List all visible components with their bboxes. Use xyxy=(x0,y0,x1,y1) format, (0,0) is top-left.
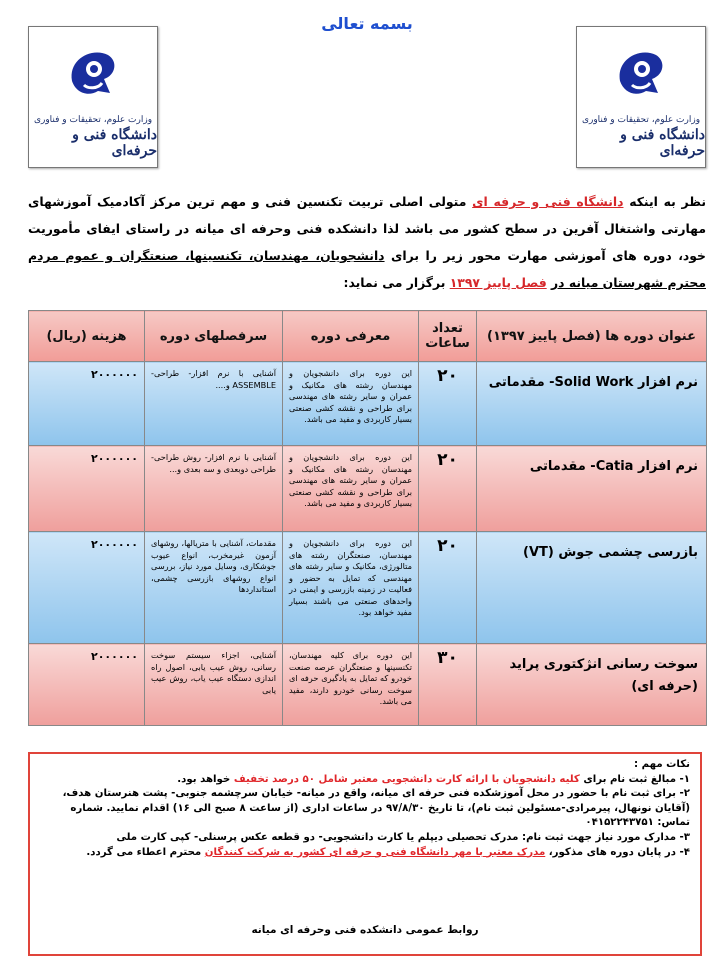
course-cost: ۲۰۰۰۰۰۰ xyxy=(29,362,145,446)
university-emblem-icon xyxy=(58,41,128,111)
course-hours: ۲۰ xyxy=(419,532,477,644)
header-hours: تعداد ساعات xyxy=(419,311,477,362)
header-cost: هزینه (ریال) xyxy=(29,311,145,362)
intro-paragraph xyxy=(28,188,706,296)
table-row xyxy=(29,362,707,446)
logo-university-text: دانشگاه فنی و حرفه‌ای xyxy=(620,127,705,159)
course-title: نرم افزار Solid Work- مقدماتی xyxy=(477,362,707,446)
course-cost: ۲۰۰۰۰۰۰ xyxy=(29,532,145,644)
course-topics: آشنایی با نرم افزار- طراحی- ASSEMBLE و.... xyxy=(145,362,283,446)
basmala: بسمه تعالی xyxy=(321,14,413,33)
intro-text-3: برگزار می نماید: xyxy=(343,275,450,290)
notes-heading: نکات مهم : xyxy=(633,759,690,770)
course-cost: ۲۰۰۰۰۰۰ xyxy=(29,446,145,532)
course-hours: ۲۰ xyxy=(419,446,477,532)
intro-audience: دانشجویان، مهندسان، تکنسینها، صنعتگران و عموم مردم محترم شهرستان میانه در xyxy=(28,248,706,290)
note-4 xyxy=(42,846,690,861)
course-description: این دوره برای کلیه مهندسان، تکنسینها و صنعتگران عرصه صنعت خودرو که تمایل به یادگیری حرفه ای سوخت رسانی خودرو دارند، مفید می باشد. xyxy=(283,644,419,726)
course-description: این دوره برای دانشجویان و مهندسان رشته های مکانیک و عمران و سایر رشته های مهندسی برای طراحی و نقشه کشی صنعتی بسیار کاربردی و مفید می باشد. xyxy=(283,446,419,532)
course-title: سوخت رسانی انژکتوری پراید (حرفه ای) xyxy=(477,644,707,726)
table-header-row xyxy=(29,311,707,362)
logo-ministry-text: وزارت علوم، تحقیقات و فناوری xyxy=(33,115,153,125)
intro-university: دانشگاه فنی و حرفه ای xyxy=(472,194,624,209)
logo-university-text: دانشگاه فنی و حرفه‌ای xyxy=(72,127,157,159)
course-cost: ۲۰۰۰۰۰۰ xyxy=(29,644,145,726)
university-emblem-icon xyxy=(606,41,676,111)
course-hours: ۳۰ xyxy=(419,644,477,726)
intro-text-1: نظر به اینکه xyxy=(623,194,706,209)
course-description: این دوره برای دانشجویان و مهندسان، صنعتگران رشته های متالورژی، مکانیک و سایر رشته های مهندسی که تمایل به حضور و فعالیت در زمینه بازرسی و ایمنی در واحدهای صنعتی می باشند بسیار مفید خواهد بود. xyxy=(283,532,419,644)
header-description: معرفی دوره xyxy=(283,311,419,362)
notes-box xyxy=(28,752,702,956)
header-topics: سرفصلهای دوره xyxy=(145,311,283,362)
note-1-highlight: کلیه دانشجویان با ارائه کارت دانشجویی معتبر شامل ۵۰ درصد تخفیف xyxy=(233,773,580,785)
course-description: این دوره برای دانشجویان و مهندسان رشته های مکانیک و عمران و سایر رشته های مهندسی برای طراحی و نقشه کشی صنعتی بسیار کاربردی و مفید می باشد. xyxy=(283,362,419,446)
intro-semester: فصل پاییز ۱۳۹۷ xyxy=(449,275,547,290)
table-row xyxy=(29,532,707,644)
university-logo-right xyxy=(576,26,706,168)
header-title: عنوان دوره ها (فصل پاییز ۱۳۹۷) xyxy=(477,311,707,362)
table-row xyxy=(29,644,707,726)
university-logo-left xyxy=(28,26,158,168)
intro-text-2: متولی اصلی تربیت تکنسین فنی و مهم ترین مرکز آکادمیک آموزشهای مهارتی واشتغال آفرین در سطح کشور می باشد لذا دانشکده فنی وحرفه ای میانه در راستای ایفای مأموریت خود، دوره های آموزشی مهارت محور زیر را برای xyxy=(28,194,706,263)
note-4-text-a: ۴- در پایان دوره های مذکور، xyxy=(545,846,690,858)
table-row xyxy=(29,446,707,532)
footer-signature: روابط عمومی دانشکده فنی وحرفه ای میانه xyxy=(251,924,479,937)
course-topics: آشنایی با نرم افزار- روش طراحی- طراحی دوبعدی و سه بعدی و... xyxy=(145,446,283,532)
course-topics: آشنایی، اجزاء سیستم سوخت رسانی، روش عیب یابی، اصول راه اندازی دستگاه عیب یاب، روش عیب یابی xyxy=(145,644,283,726)
course-topics: مقدمات، آشنایی با متریالها، روشهای آزمون غیرمخرب، انواع عیوب جوشکاری، وسایل مورد نیاز، بررسی انواع روشهای بازرسی چشمی، استانداردها xyxy=(145,532,283,644)
note-1-text-a: ۱- مبالغ ثبت نام برای xyxy=(579,773,690,785)
logo-ministry-text: وزارت علوم، تحقیقات و فناوری xyxy=(581,115,701,125)
note-3: ۳- مدارک مورد نیاز جهت ثبت نام: مدرک تحصیلی دیپلم یا کارت دانشجویی- دو قطعه عکس پرسنلی- کپی کارت ملی xyxy=(116,831,690,843)
course-hours: ۲۰ xyxy=(419,362,477,446)
note-4-highlight: مدرک معتبر با مهر دانشگاه فنی و حرفه ای کشور به شرکت کنندگان xyxy=(204,846,546,858)
courses-table xyxy=(28,310,707,726)
note-2: ۲- برای ثبت نام با حضور در محل آموزشکده فنی حرفه ای میانه، واقع در میانه- خیابان سرچشمه جنوبی- پشت هنرستان هدف، (آقایان نونهال، پیرمرادی-مسئولین ثبت نام)، تا تاریخ ۹۷/۸/۳۰ در ساعات اداری (از ساعت ۸ صبح الی ۱۶) اقدام نمایید. شماره تماس: ۰۴۱۵۲۲۴۳۷۵۱ xyxy=(62,788,690,829)
course-title: نرم افزار Catia- مقدماتی xyxy=(477,446,707,532)
header xyxy=(28,14,706,178)
course-title: بازرسی چشمی جوش (VT) xyxy=(477,532,707,644)
note-4-text-b: محترم اعطاء می گردد. xyxy=(86,846,205,858)
page xyxy=(28,14,706,296)
note-1-text-b: خواهد بود. xyxy=(177,773,234,785)
note-1 xyxy=(42,773,690,788)
